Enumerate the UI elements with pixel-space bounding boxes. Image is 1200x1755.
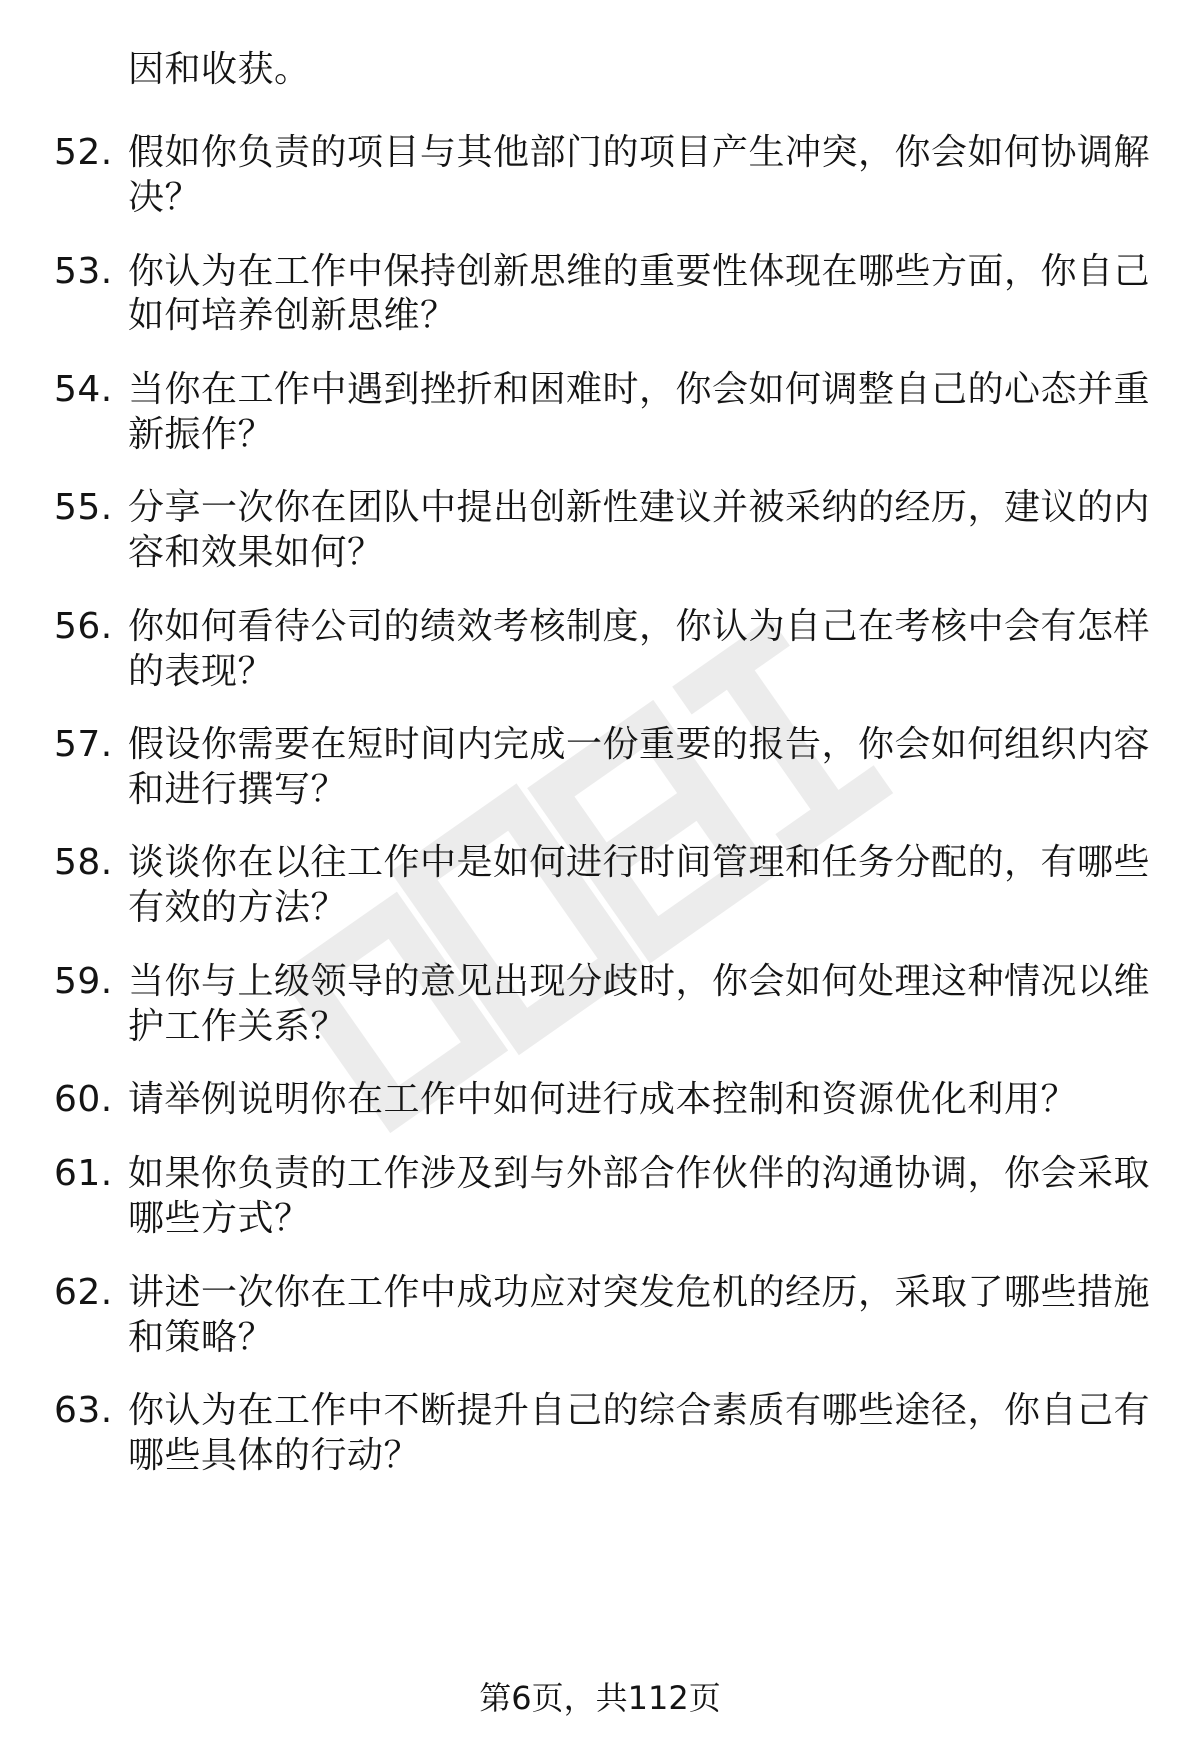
list-item <box>0 1076 1200 1124</box>
item-text: 当你与上级领导的意见出现分歧时，你会如何处理这种情况以维 <box>128 961 1151 1002</box>
page-footer: 第6页，共112页 <box>479 1679 721 1717</box>
text-line <box>0 766 1200 814</box>
text-line <box>0 1432 1200 1480</box>
item-number: 53. <box>54 251 113 292</box>
item-text: 假设你需要在短时间内完成一份重要的报告，你会如何组织内容 <box>128 724 1151 765</box>
list-item <box>0 248 1200 296</box>
item-text: 因和收获。 <box>128 49 311 90</box>
item-number: 60. <box>54 1079 113 1120</box>
item-number: 59. <box>54 961 113 1002</box>
item-number: 61. <box>54 1153 113 1194</box>
item-text: 哪些具体的行动？ <box>128 1435 421 1476</box>
item-text: 你认为在工作中不断提升自己的综合素质有哪些途径，你自己有 <box>128 1390 1151 1431</box>
list-item <box>0 839 1200 887</box>
list-item <box>0 958 1200 1006</box>
item-text: 分享一次你在团队中提出创新性建议并被采纳的经历，建议的内 <box>128 487 1151 528</box>
item-number: 62. <box>54 1272 113 1313</box>
item-text: 如果你负责的工作涉及到与外部合作伙伴的沟通协调，你会采取 <box>128 1153 1151 1194</box>
item-number: 55. <box>54 487 113 528</box>
item-text: 请举例说明你在工作中如何进行成本控制和资源优化利用？ <box>128 1079 1078 1120</box>
item-text: 和策略？ <box>128 1317 275 1358</box>
text-line <box>0 1314 1200 1362</box>
list-item <box>0 1150 1200 1198</box>
item-text: 你如何看待公司的绩效考核制度，你认为自己在考核中会有怎样 <box>128 606 1151 647</box>
list-item <box>0 1387 1200 1435</box>
item-number: 52. <box>54 132 113 173</box>
item-text: 哪些方式？ <box>128 1198 311 1239</box>
item-text: 和进行撰写？ <box>128 769 348 810</box>
item-text: 新振作？ <box>128 414 275 455</box>
item-text: 有效的方法？ <box>128 887 348 928</box>
text-line <box>0 529 1200 577</box>
item-text: 如何培养创新思维？ <box>128 295 457 336</box>
item-text: 容和效果如何？ <box>128 532 384 573</box>
list-item <box>0 366 1200 414</box>
item-text: 决？ <box>128 177 202 218</box>
text-line <box>0 46 1200 94</box>
item-number: 57. <box>54 724 113 765</box>
text-line <box>0 884 1200 932</box>
item-number: 63. <box>54 1390 113 1431</box>
item-number: 56. <box>54 606 113 647</box>
list-item <box>0 129 1200 177</box>
item-text: 当你在工作中遇到挫折和困难时，你会如何调整自己的心态并重 <box>128 369 1151 410</box>
list-item <box>0 484 1200 532</box>
item-text: 谈谈你在以往工作中是如何进行时间管理和任务分配的，有哪些 <box>128 842 1151 883</box>
text-line <box>0 648 1200 696</box>
item-text: 讲述一次你在工作中成功应对突发危机的经历，采取了哪些措施 <box>128 1272 1151 1313</box>
item-text: 的表现？ <box>128 651 275 692</box>
item-text: 护工作关系？ <box>128 1006 348 1047</box>
text-line <box>0 292 1200 340</box>
list-item <box>0 721 1200 769</box>
item-number: 54. <box>54 369 113 410</box>
text-line <box>0 1003 1200 1051</box>
list-item <box>0 603 1200 651</box>
item-text: 你认为在工作中保持创新思维的重要性体现在哪些方面，你自己 <box>128 251 1151 292</box>
item-text: 假如你负责的项目与其他部门的项目产生冲突，你会如何协调解 <box>128 132 1151 173</box>
text-line <box>0 174 1200 222</box>
text-line <box>0 1195 1200 1243</box>
text-line <box>0 411 1200 459</box>
list-item <box>0 1269 1200 1317</box>
item-number: 58. <box>54 842 113 883</box>
